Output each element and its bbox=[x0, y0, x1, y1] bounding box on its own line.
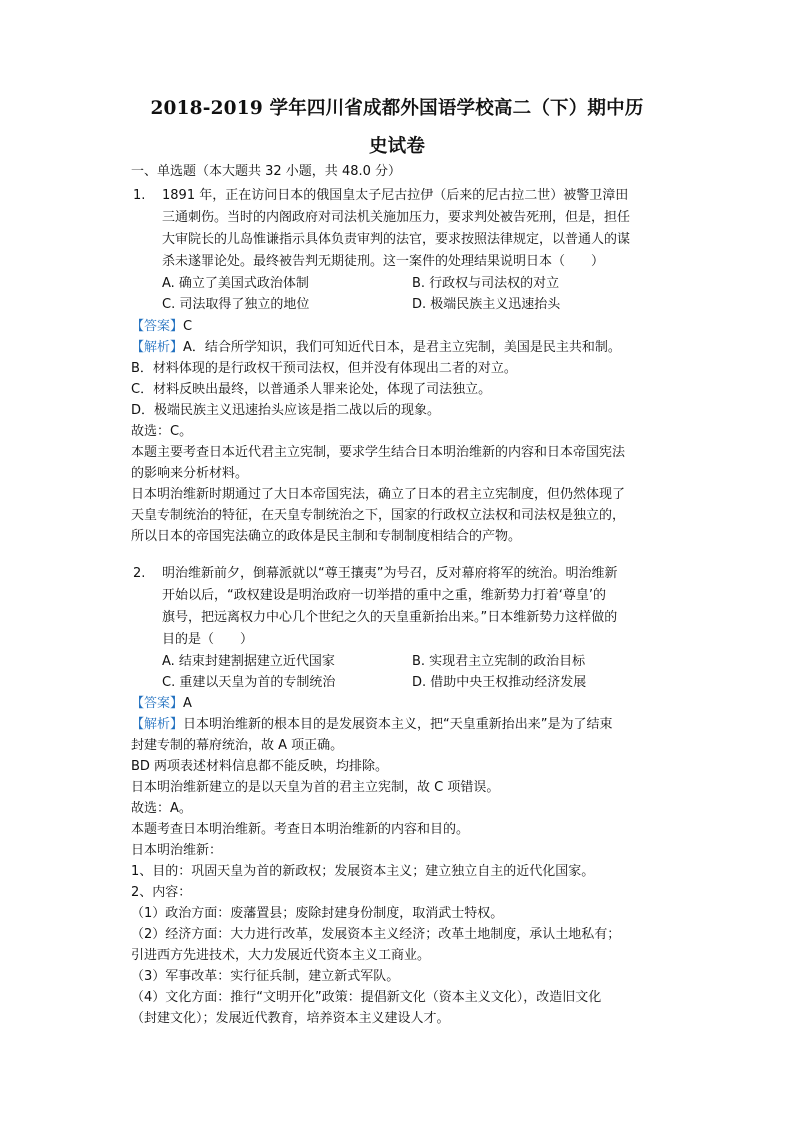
question-1-analysis-line bbox=[131, 340, 621, 356]
question-1-answer bbox=[131, 319, 192, 335]
section-header: 一、单选题（本大题共 32 小题，共 48.0 分） bbox=[131, 164, 402, 179]
question-1-analysis-line: 所以日本的帝国宪法确立的政体是民主制和专制制度相结合的产物。 bbox=[131, 529, 522, 544]
question-1-number: 1. bbox=[133, 188, 146, 203]
question-2-answer bbox=[131, 696, 192, 712]
question-2-analysis-line: （3）军事改革：实行征兵制，建立新式军队。 bbox=[131, 969, 400, 984]
analysis-tag: 【解析】 bbox=[131, 717, 184, 732]
analysis-text: 日本明治维新的根本目的是发展资本主义，把“天皇重新抬出来”是为了结束 bbox=[183, 717, 613, 732]
question-2-stem-line: 开始以后，“政权建设是明治政府一切举措的重中之重，维新势力打着‘尊皇’的 bbox=[162, 588, 606, 603]
question-1-analysis-line: 天皇专制统治的特征，在天皇专制统治之下，国家的行政权立法权和司法权是独立的， bbox=[131, 508, 626, 523]
document-title-line1: 2018-2019 学年四川省成都外国语学校高二（下）期中历 bbox=[150, 98, 644, 119]
question-1-stem-line: 三通刺伤。当时的内阁政府对司法机关施加压力，要求判处被告死刑，但是，担任 bbox=[162, 210, 631, 225]
question-2-analysis-line: 引进西方先进技术，大力发展近代资本主义工商业。 bbox=[131, 948, 431, 963]
question-1-analysis-line: 故选：C。 bbox=[131, 424, 193, 439]
question-2-option-d: D. 借助中央王权推动经济发展 bbox=[412, 675, 587, 690]
question-2-option-a: A. 结束封建割据建立近代国家 bbox=[162, 654, 335, 669]
question-2-analysis-line: 2、内容： bbox=[131, 885, 192, 900]
question-1-stem-line: 杀未遂罪论处。最终被告判无期徒刑。这一案件的处理结果说明日本（ ） bbox=[162, 254, 605, 269]
question-1-analysis-line: 的影响来分析材料。 bbox=[131, 466, 249, 481]
question-2-analysis-line: （2）经济方面：大力进行改革，发展资本主义经济；改革土地制度，承认土地私有； bbox=[131, 927, 621, 942]
answer-value: C bbox=[183, 319, 193, 334]
question-1-analysis-line: 日本明治维新时期通过了大日本帝国宪法，确立了日本的君主立宪制度，但仍然体现了 bbox=[131, 487, 626, 502]
answer-tag: 【答案】 bbox=[131, 319, 184, 334]
question-2-analysis-line: （4）文化方面：推行“文明开化”政策：提倡新文化（资本主义文化），改造旧文化 bbox=[131, 990, 602, 1005]
question-2-analysis-line: 1、目的：巩固天皇为首的新政权；发展资本主义；建立独立自主的近代化国家。 bbox=[131, 864, 595, 879]
question-1-stem-line: 大审院长的儿岛惟谦指示具体负责审判的法官，要求按照法律规定，以普通人的谋 bbox=[162, 232, 631, 247]
document-title-line2: 史试卷 bbox=[368, 136, 426, 157]
question-2-analysis-line bbox=[131, 717, 613, 733]
question-2-analysis-line: BD 两项表述材料信息都不能反映，均排除。 bbox=[131, 759, 389, 774]
question-1-analysis-line: B．材料体现的是行政权干预司法权，但并没有体现出二者的对立。 bbox=[131, 361, 517, 376]
question-2-analysis-line: 封建专制的幕府统治，故 A 项正确。 bbox=[131, 738, 344, 753]
question-1-option-c: C. 司法取得了独立的地位 bbox=[162, 297, 310, 312]
question-1-option-b: B. 行政权与司法权的对立 bbox=[412, 276, 560, 291]
question-2-option-b: B. 实现君主立宪制的政治目标 bbox=[412, 654, 586, 669]
question-1-option-a: A. 确立了美国式政治体制 bbox=[162, 276, 309, 291]
question-2-analysis-line: 日本明治维新建立的是以天皇为首的君主立宪制，故 C 项错误。 bbox=[131, 780, 500, 795]
question-1-stem-line: 1891 年，正在访问日本的俄国皇太子尼古拉伊（后来的尼古拉二世）被警卫漳田 bbox=[162, 188, 629, 203]
question-2-analysis-line: 故选：A。 bbox=[131, 801, 192, 816]
question-2-analysis-line: 本题考查日本明治维新。考查日本明治维新的内容和目的。 bbox=[131, 822, 470, 837]
analysis-text: A．结合所学知识，我们可知近代日本，是君主立宪制，美国是民主共和制。 bbox=[183, 340, 621, 355]
question-2-stem-line: 旗号，把远离权力中心几个世纪之久的天皇重新抬出来。”日本维新势力这样做的 bbox=[162, 610, 618, 625]
question-2-option-c: C. 重建以天皇为首的专制统治 bbox=[162, 675, 336, 690]
question-1-analysis-line: C．材料反映出最终，以普通杀人罪来论处，体现了司法独立。 bbox=[131, 382, 492, 397]
question-2-stem-line: 明治维新前夕，倒幕派就以“尊王攘夷”为号召，反对幕府将军的统治。明治维新 bbox=[162, 566, 618, 581]
question-2-number: 2. bbox=[133, 566, 146, 581]
answer-value: A bbox=[183, 696, 192, 711]
question-2-stem-line: 目的是（ ） bbox=[162, 632, 254, 647]
question-2-analysis-line: （封建文化）；发展近代教育，培养资本主义建设人才。 bbox=[131, 1011, 450, 1026]
answer-tag: 【答案】 bbox=[131, 696, 184, 711]
question-2-analysis-line: 日本明治维新： bbox=[131, 843, 223, 858]
question-1-analysis-line: 本题主要考查日本近代君主立宪制，要求学生结合日本明治维新的内容和日本帝国宪法 bbox=[131, 445, 626, 460]
analysis-tag: 【解析】 bbox=[131, 340, 184, 355]
question-2-analysis-line: （1）政治方面：废藩置县；废除封建身份制度，取消武士特权。 bbox=[131, 906, 504, 921]
question-1-option-d: D. 极端民族主义迅速抬头 bbox=[412, 297, 561, 312]
question-1-analysis-line: D．极端民族主义迅速抬头应该是指二战以后的现象。 bbox=[131, 403, 441, 418]
